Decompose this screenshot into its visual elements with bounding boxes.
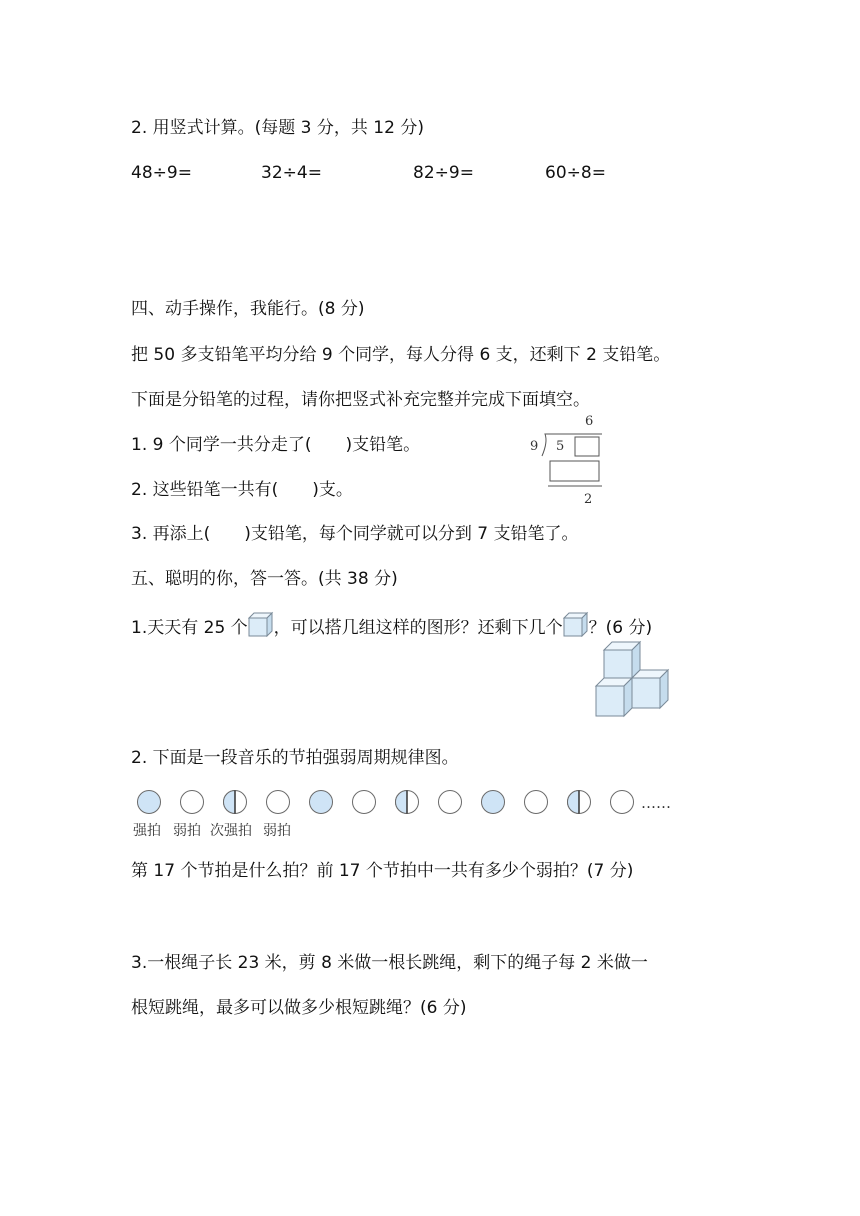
stacked-cubes-figure [594,640,676,720]
section4-intro-line1: 把 50 多支铅笔平均分给 9 个同学，每人分得 6 支，还剩下 2 支铅笔。 [131,345,671,365]
section5-question-3-line2: 根短跳绳，最多可以做多少根短跳绳？(6 分) [131,998,467,1018]
section5-q1-part1: 1.天天有 25 个 [131,618,248,638]
beat-circle-weak [525,791,548,814]
beat-circles [138,791,634,814]
section5-q1-part2: ，可以搭几组这样的图形？还剩下几个 [273,618,563,638]
section4-q3-part2: )支铅笔，每个同学就可以分到 7 支铅笔了。 [244,524,579,544]
calc-question-title: 2. 用竖式计算。(每题 3 分，共 12 分) [131,118,424,138]
calc-problem-1: 48÷9= [131,163,192,183]
beat-circle-weak [353,791,376,814]
beat-circle-strong [310,791,333,814]
beat-ellipsis: …… [641,794,671,812]
beat-label-strong: 强拍 [133,823,161,839]
division-product-blank[interactable] [550,461,599,481]
cube-top [604,642,640,678]
cube-bottom-left [596,678,632,716]
cube-bottom-right [632,670,668,708]
beat-circle-secondary [224,791,247,814]
section4-q2-part2: )支。 [312,480,353,500]
cube-icon [563,611,589,637]
beat-circle-strong [138,791,161,814]
section5-question-1 [131,611,652,640]
division-remainder: 2 [584,492,593,507]
beat-circle-strong [482,791,505,814]
section4-q1-part2: )支铅笔。 [345,435,421,455]
beat-circle-weak [611,791,634,814]
beat-label-weak: 弱拍 [173,823,201,839]
calc-problem-4: 60÷8= [545,163,606,183]
section4-intro-line2: 下面是分铅笔的过程，请你把竖式补充完整并完成下面填空。 [131,390,590,410]
division-dividend-blank[interactable] [575,437,599,456]
beat-circle-weak [181,791,204,814]
beat-circle-weak [439,791,462,814]
section5-title: 五、聪明的你，答一答。(共 38 分) [131,569,398,589]
section4-q2-part1: 2. 这些铅笔一共有( [131,480,279,500]
section4-question-2 [131,478,353,502]
section5-question-2-text: 第 17 个节拍是什么拍？前 17 个节拍中一共有多少个弱拍？(7 分) [131,861,634,881]
beat-circle-secondary [568,791,591,814]
section4-q3-part1: 3. 再添上( [131,524,211,544]
beat-label-weak-2: 弱拍 [263,823,291,839]
section4-title: 四、动手操作，我能行。(8 分) [131,299,365,319]
calc-problem-3: 82÷9= [413,163,474,183]
beat-circle-secondary [396,791,419,814]
section4-question-1 [131,433,420,457]
division-divisor: 9 [530,439,539,454]
section4-q1-part1: 1. 9 个同学一共分走了( [131,435,312,455]
cube-icon [248,611,274,637]
long-division-figure [526,412,616,508]
section5-question-3-line1: 3.一根绳子长 23 米，剪 8 米做一根长跳绳，剩下的绳子每 2 米做一 [131,953,648,973]
beat-label-secondary: 次强拍 [210,823,252,839]
division-dividend-digit: 5 [556,439,565,454]
division-quotient: 6 [585,414,594,429]
section4-question-3 [131,522,579,546]
calc-problem-2: 32÷4= [261,163,322,183]
section5-question-2-title: 2. 下面是一段音乐的节拍强弱周期规律图。 [131,748,459,768]
beat-circle-weak [267,791,290,814]
section5-q1-part3: ？(6 分) [588,618,653,638]
